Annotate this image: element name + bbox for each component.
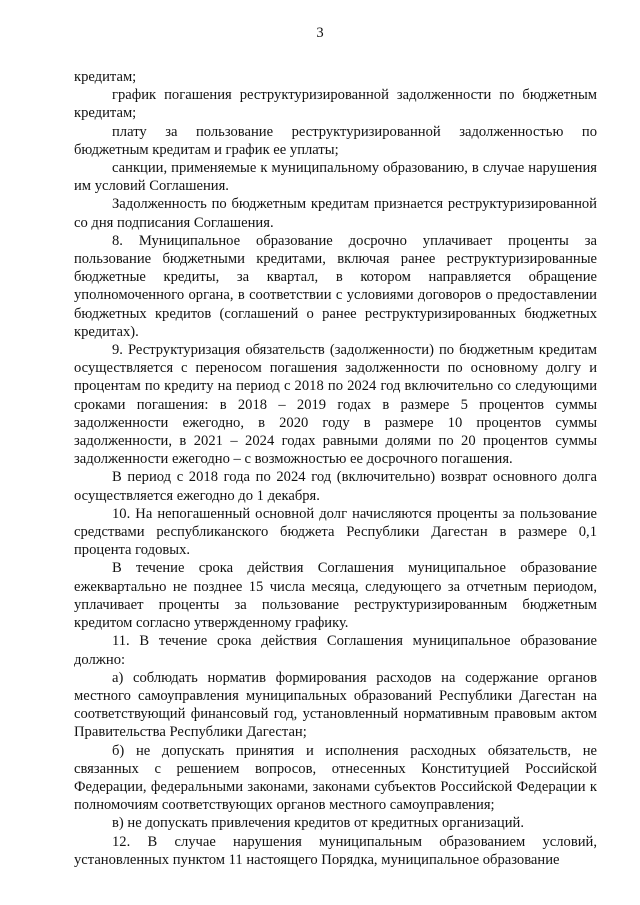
paragraph: 10. На непогашенный основной долг начисляются проценты за пользование средствами республиканского бюджета Республики Дагестан в размере 0,1 процента годовых.: [74, 505, 597, 559]
paragraph: в) не допускать привлечения кредитов от кредитных организаций.: [112, 815, 525, 832]
paragraph: плату за пользование реструктуризированной задолженностью по бюджетным кредитам и график ее уплаты;: [74, 123, 597, 158]
page-number: 3: [316, 25, 324, 41]
document-body: [74, 68, 597, 869]
paragraph: график погашения реструктуризированной задолженности по бюджетным кредитам;: [74, 87, 597, 122]
paragraph: 12. В случае нарушения муниципальным образованием условий, установленных пунктом 11 настоящего Порядка, муниципальное образование: [74, 833, 597, 868]
paragraph: Задолженность по бюджетным кредитам признается реструктуризированной со дня подписания Соглашения.: [74, 196, 597, 231]
paragraph: а) соблюдать норматив формирования расходов на содержание органов местного самоуправления муниципальных образований Республики Дагестан на соответствующий финансовый год, установленный нормативным правовым актом Правительства Республики Дагестан;: [74, 669, 597, 741]
paragraph: В течение срока действия Соглашения муниципальное образование ежеквартально не позднее 15 числа месяца, следующего за отчетным периодом, уплачивает проценты за пользование реструктуризированным бюджетным кредитом согласно утвержденному графику.: [74, 560, 597, 632]
paragraph: 9. Реструктуризация обязательств (задолженности) по бюджетным кредитам осуществляется с переносом погашения задолженности по основному долгу и процентам по кредиту на период с 2018 по 2024 год включительно со следующими сроками погашения: в 2018 – 2019 годах в размере 5 процентов суммы задолженности ежегодно, в 2020 году в размере 10 процентов суммы задолженности, в 2021 – 2024 годах равными долями по 20 процентов суммы задолженности ежегодно – с возможностью ее досрочного погашения.: [74, 342, 597, 468]
paragraph: кредитам;: [74, 69, 137, 85]
paragraph: В период с 2018 года по 2024 год (включительно) возврат основного долга осуществляется ежегодно до 1 декабря.: [74, 469, 597, 504]
paragraph: б) не допускать принятия и исполнения расходных обязательств, не связанных с решением вопросов, отнесенных Конституцией Российской Федерации, федеральными законами, законами субъектов Российской Федерации к полномочиям соответствующих органов местного самоуправления;: [74, 742, 597, 814]
paragraph: санкции, применяемые к муниципальному образованию, в случае нарушения им условий Соглашения.: [74, 160, 597, 195]
paragraph: 11. В течение срока действия Соглашения муниципальное образование должно:: [74, 633, 597, 668]
paragraph: 8. Муниципальное образование досрочно уплачивает проценты за пользование бюджетными кредитами, включая ранее реструктуризированные бюджетные кредиты, за квартал, в котором направляется обращение уполномоченного органа, в соответствии с условиями договоров о предоставлении бюджетных кредитов (соглашений о ранее реструктуризированных бюджетных кредитах).: [74, 232, 597, 340]
